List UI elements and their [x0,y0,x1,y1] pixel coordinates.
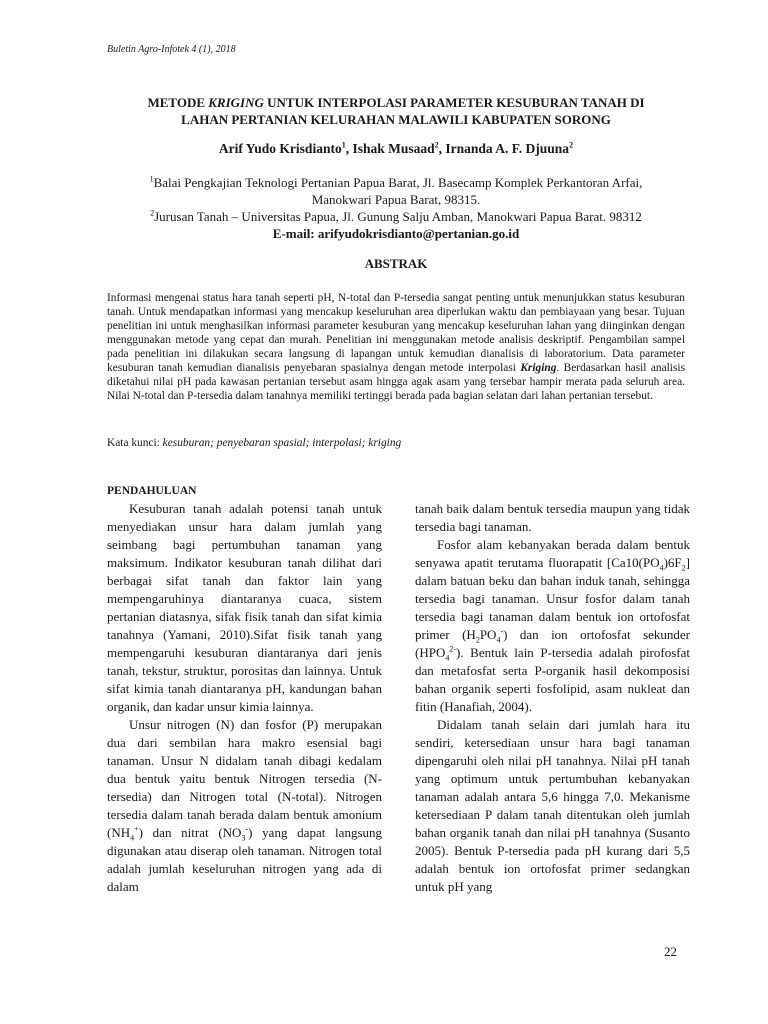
superscript: - [245,824,249,834]
subscript: 4 [659,563,664,573]
paragraph: Didalam tanah selain dari jumlah hara itu sendiri, ketersediaan unsur hara bagi tanaman dipengaruhi oleh nilai pH tanahnya. Nilai pH tanah yang optimum untuk pertumbuhan kebanyakan tanaman adalah antara 5,6 hingga 7,0. Mekanisme ketersediaan P dalam tanah ditentukan oleh jumlah bahan organik tanah dan nilai pH tanahnya (Susanto 2005). Bentuk P-tersedia pada pH kurang dari 5,5 adalah bentuk ion ortofosfat primer sedangkan untuk pH yang [415,717,690,894]
keywords [107,437,685,449]
paragraph-text: Unsur nitrogen (N) dan fosfor (P) merupakan dua dari sembilan hara makro esensial bagi tanaman. Unsur N didalam tanah dibagi kedalam dua bentuk yaitu bentuk Nitrogen tersedia (N-tersedia) dan Nitrogen total (N-total). Nitrogen tersedia dalam tanah berada dalam bentuk amonium (NH [107,717,382,840]
subscript: 3 [241,833,246,843]
page-number: 22 [664,944,677,959]
subscript: 4 [130,833,135,843]
contact-email: E-mail: arifyudokrisdianto@pertanian.go.id [272,226,520,241]
subscript: 2 [681,563,686,573]
affiliations [107,174,685,242]
abstract-italic-term: Kriging [520,362,557,374]
author-affil-mark: 2 [434,140,439,150]
superscript: - [500,626,504,636]
subscript: 4 [496,635,501,645]
author-list [107,141,685,157]
paragraph: Kesuburan tanah adalah potensi tanah untuk menyediakan unsur hara dalam jumlah yang seimbang bagi pertumbuhan tanaman yang maksimum. Indikator kesuburan tanah dilihat dari berbagai sifat tanah dan faktor lain yang mempengaruhinya diantaranya cuaca, sistem pertanian diatasnya, sifak fisik tanah dan sifat kimia tanahnya (Yamani, 2010).Sifat fisik tanah yang mempengaruhi kesuburan diantaranya dari jenis tanah, tekstur, struktur, porositas dan lainnya. Untuk sifat kimia tanah diantaranya pH, kandungan bahan organik, dan kadar unsur kimia lainnya. [107,501,382,714]
left-column [107,484,382,896]
author-separator: , [345,141,353,156]
abstract-heading: ABSTRAK [364,256,428,271]
subscript: 2 [475,635,480,645]
subscript: 4 [445,653,450,663]
abstract-body [107,291,685,403]
affil-mark: 2 [150,208,155,218]
abstract-text: . Berdasarkan hasil analisis diketahui nilai pH pada kawasan pertanian tersebut asam hingga agak asam yang tersebar hampir merata pada seluruh area. Nilai N-total dan P-tersedia dalam tanahnya memiliki tertinggi berada pada bagian selatan dari lahan pertanian tersebut. [107,362,686,402]
running-head: Buletin Agro-Infotek 4 (1), 2018 [107,44,236,55]
superscript: + [134,824,139,834]
title-line2: LAHAN PERTANIAN KELURAHAN MALAWILI KABUPATEN SORONG [181,112,611,127]
section-heading: PENDAHULUAN [107,485,197,497]
author-name: Ishak Musaad [352,141,435,156]
right-column [415,500,690,896]
superscript: 2- [449,644,457,654]
paragraph-text: PO [479,627,497,642]
paragraph-text: ) dan ion ortofosfat sekunder (HPO [415,627,691,660]
author-separator: , [438,141,446,156]
author-affil-mark: 2 [569,140,574,150]
keywords-label: Kata kunci: [107,437,163,449]
title-line1-rest: UNTUK INTERPOLASI PARAMETER KESUBURAN TANAH DI [263,95,645,110]
paragraph [415,536,690,716]
affiliation-1: Balai Pengkajian Teknologi Pertanian Papua Barat, Jl. Basecamp Komplek Perkantoran Arfai, [153,175,643,190]
paragraph-text: Fosfor alam kebanyakan berada dalam bentuk senyawa apatit terutama fluorapatit [Ca10(PO [415,537,690,570]
paper-title [107,94,685,128]
paragraph [107,716,382,896]
paragraph-text: ) dan nitrat (NO [138,825,242,840]
author-affil-mark: 1 [341,140,346,150]
author-name: Arif Yudo Krisdianto [218,141,342,156]
paragraph-text: ) yang dapat langsung digunakan atau diserap oleh tanaman. Nitrogen total adalah jumlah keseluruhan nitrogen yang ada di dalam [107,825,382,894]
paragraph-text: ] dalam batuan beku dan bahan induk tanah, sehingga tersedia bagi tanaman. Unsur fosfor dalam tanah tersedia bagi tanaman dalam bentuk ion ortofosfat primer (H [415,555,690,642]
abstract-text: Informasi mengenai status hara tanah seperti pH, N-total dan P-tersedia sangat penting untuk menunjukkan status kesuburan tanah. Untuk mendapatkan informasi yang mencakup keseluruhan area diperlukan waktu dan pembiayaan yang besar. Tujuan penelitian ini untuk menghasilkan informasi parameter kesuburan yang mencakup keseluruhan lahan yang diinginkan dengan menggunakan metode yang cepat dan murah. Penelitian ini menggunakan metode analisis deskriptif. Pengambilan sampel pada penelitian ini dilakukan secara langsung di lapangan untuk kemudian dianalisis di laboratorium. Data parameter kesuburan tanah kemudian dianalisis penyebaran spasialnya dengan metode interpolasi [107,292,685,374]
author-name: Irnanda A. F. Djuuna [445,141,570,156]
affiliation-1-cont: Manokwari Papua Barat, 98315. [311,192,481,207]
title-prefix: METODE [147,95,209,110]
paragraph-text: )6F [663,555,682,570]
title-italic-word: KRIGING [208,95,264,110]
affiliation-2: Jurusan Tanah – Universitas Papua, Jl. Gunung Salju Amban, Manokwari Papua Barat. 98312 [154,209,642,224]
affil-mark: 1 [149,174,154,184]
paragraph-text: ). Bentuk lain P-tersedia adalah pirofosfat dan metafosfat serta P-organik hasil dekomposisi bahan organik seperti fosfolipid, asam nukleat dan fitin (Hanafiah, 2004). [415,645,690,714]
paragraph: tanah baik dalam bentuk tersedia maupun yang tidak tersedia bagi tanaman. [415,501,690,534]
keywords-list: kesuburan; penyebaran spasial; interpolasi; kriging [162,437,402,449]
